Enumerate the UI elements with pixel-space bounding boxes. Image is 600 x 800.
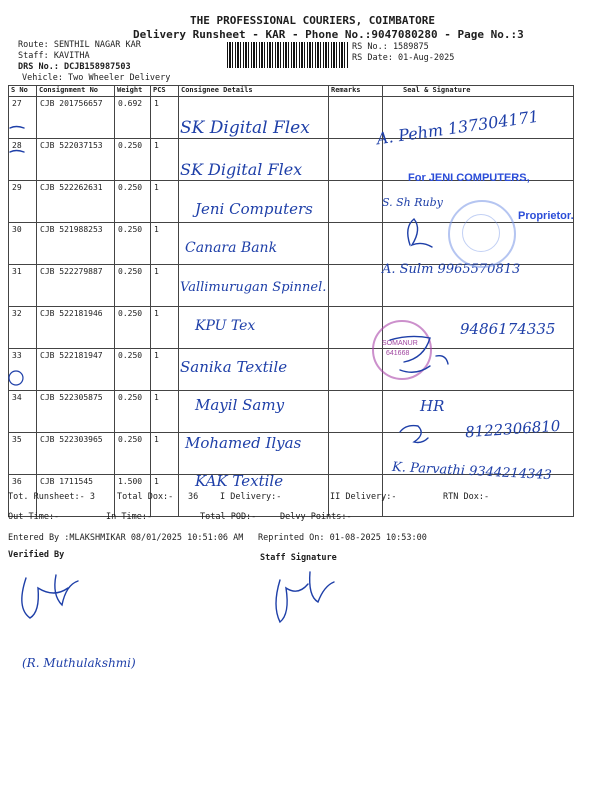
row-weight: 0.250 xyxy=(115,307,151,349)
route-label: Route: SENTHIL NAGAR KAR xyxy=(18,40,141,50)
company-title: THE PROFESSIONAL COURIERS, COIMBATORE xyxy=(190,14,436,27)
ii-delivery: II Delivery:- xyxy=(330,492,397,502)
row-pcs: 1 xyxy=(151,307,179,349)
row-weight: 0.692 xyxy=(115,97,151,139)
consignee-hw-27: SK Digital Flex xyxy=(180,118,310,138)
consignee-hw-33: Sanika Textile xyxy=(180,358,288,376)
runsheet-subtitle: Delivery Runsheet - KAR - Phone No.:9047080280 - Page No.:3 xyxy=(133,28,524,41)
consignee-hw-36: KAK Textile xyxy=(195,472,284,490)
row-sno: 30 xyxy=(9,223,37,265)
seal-hw-31: A. Sulm 9965570813 xyxy=(382,262,521,277)
row-pcs: 1 xyxy=(151,223,179,265)
col-header-seal: Seal & Signature xyxy=(383,86,574,97)
row-pcs: 1 xyxy=(151,475,179,517)
row-weight: 0.250 xyxy=(115,139,151,181)
row-consignment-no: CJB 522303965 xyxy=(37,433,115,475)
jeni-stamp-line1: For JENI COMPUTERS, xyxy=(408,172,530,184)
row-pcs: 1 xyxy=(151,181,179,223)
rtn-dox: RTN Dox:- xyxy=(443,492,490,502)
seal-hw-32: 9486174335 xyxy=(460,320,556,338)
consignee-hw-34: Mayil Samy xyxy=(195,396,285,414)
row-consignment-no: CJB 1711545 xyxy=(37,475,115,517)
row-pcs: 1 xyxy=(151,391,179,433)
consignee-hw-35: Mohamed Ilyas xyxy=(185,434,302,452)
row-weight: 0.250 xyxy=(115,265,151,307)
col-header-consignee: Consignee Details xyxy=(179,86,329,97)
row-pcs: 1 xyxy=(151,433,179,475)
col-header-remarks: Remarks xyxy=(329,86,383,97)
row-weight: 0.250 xyxy=(115,433,151,475)
rs-date: RS Date: 01-Aug-2025 xyxy=(352,53,455,63)
drs-label: DRS No.: DCJB158987503 xyxy=(18,62,131,72)
row-sno: 34 xyxy=(9,391,37,433)
row-consignment-no: CJB 522181946 xyxy=(37,307,115,349)
seal-hw-29: S. Sh Ruby xyxy=(382,196,443,209)
jeni-stamp-line2: Proprietor. xyxy=(518,210,574,222)
vehicle-label: Vehicle: Two Wheeler Delivery xyxy=(22,73,171,83)
signature-30 xyxy=(408,219,432,247)
row-weight: 0.250 xyxy=(115,223,151,265)
consignee-hw-30: Canara Bank xyxy=(185,240,278,256)
consignee-hw-32: KPU Tex xyxy=(195,318,256,334)
row-weight: 0.250 xyxy=(115,349,151,391)
consignee-hw-31: Vallimurugan Spinnel. xyxy=(180,280,327,295)
verifier-name: (R. Muthulakshmi) xyxy=(22,656,136,670)
row-pcs: 1 xyxy=(151,139,179,181)
row-sno: 35 xyxy=(9,433,37,475)
circled-34-mark xyxy=(9,371,23,385)
col-header-weight: Weight xyxy=(115,86,151,97)
col-header-pcs: PCS xyxy=(151,86,179,97)
row-consignment-no: CJB 522305875 xyxy=(37,391,115,433)
row-sno: 33 xyxy=(9,349,37,391)
row-pcs: 1 xyxy=(151,97,179,139)
seal-hw-35: 8122306810 xyxy=(464,416,561,442)
staff-signature-mark xyxy=(276,572,334,622)
seal-hw-27: A. Pehm 137304171 xyxy=(375,106,540,149)
row-pcs: 1 xyxy=(151,265,179,307)
in-time: In Time:- xyxy=(106,512,153,522)
total-dox-label: Total Dox:- xyxy=(117,492,174,502)
total-pod: Total POD:- xyxy=(200,512,257,522)
verified-by: Verified By xyxy=(8,550,65,560)
row-sno: 27 xyxy=(9,97,37,139)
row-sno: 31 xyxy=(9,265,37,307)
consignee-hw-28: SK Digital Flex xyxy=(180,160,303,179)
row-weight: 1.500 xyxy=(115,475,151,517)
rs-number: RS No.: 1589875 xyxy=(352,42,429,52)
total-dox-value: 36 xyxy=(188,492,199,502)
verifier-signature xyxy=(22,575,78,618)
tot-runsheet: Tot. Runsheet:- 3 xyxy=(8,492,95,502)
row-weight: 0.250 xyxy=(115,391,151,433)
row-consignment-no: CJB 522279887 xyxy=(37,265,115,307)
somanur-stamp: SOMANUR 641668 xyxy=(372,320,432,380)
row-pcs: 1 xyxy=(151,349,179,391)
row-sno: 28 xyxy=(9,139,37,181)
reprinted-on: Reprinted On: 01-08-2025 10:53:00 xyxy=(258,533,427,543)
seal-hw-34: HR xyxy=(420,397,445,415)
row-weight: 0.250 xyxy=(115,181,151,223)
row-consignment-no: CJB 522037153 xyxy=(37,139,115,181)
row-consignment-no: CJB 521988253 xyxy=(37,223,115,265)
consignee-hw-29: Jeni Computers xyxy=(195,200,313,218)
col-header-consignment: Consignment No xyxy=(37,86,115,97)
col-header-sno: S No xyxy=(9,86,37,97)
seal-hw-36: K. Parvathi 9344214343 xyxy=(391,459,553,484)
i-delivery: I Delivery:- xyxy=(220,492,282,502)
row-consignment-no: CJB 201756657 xyxy=(37,97,115,139)
out-time: Out Time:- xyxy=(8,512,60,522)
row-sno: 32 xyxy=(9,307,37,349)
row-consignment-no: CJB 522181947 xyxy=(37,349,115,391)
entered-by: Entered By :MLAKSHMIKAR 08/01/2025 10:51:06 AM xyxy=(8,533,244,543)
delvy-points: Delvy Points:- xyxy=(280,512,352,522)
staff-signature-label: Staff Signature xyxy=(260,553,337,563)
row-consignment-no: CJB 522262631 xyxy=(37,181,115,223)
staff-label: Staff: KAVITHA xyxy=(18,51,90,61)
row-sno: 29 xyxy=(9,181,37,223)
row-sno: 36 xyxy=(9,475,37,517)
